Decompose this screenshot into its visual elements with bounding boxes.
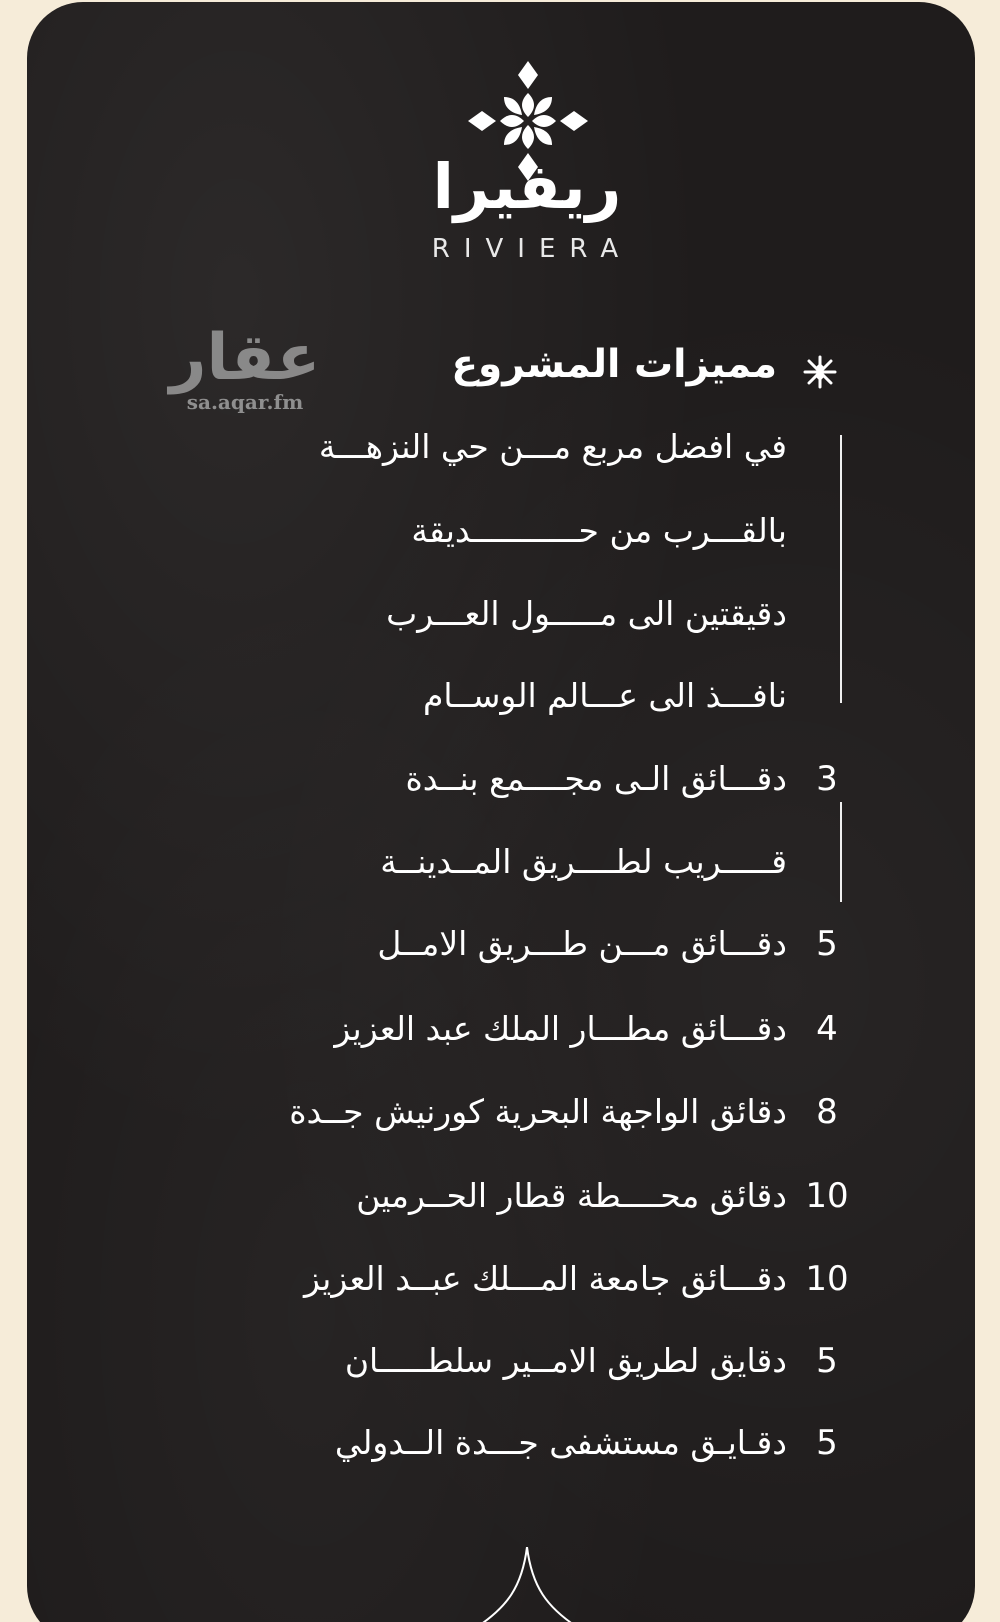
feature-item — [177, 838, 857, 888]
feature-text: في افضل مربع مـــن حي النزهـــة — [318, 427, 787, 466]
watermark — [165, 322, 325, 414]
feature-item — [177, 423, 857, 473]
feature-item — [177, 590, 857, 640]
feature-text: دقائق الواجهة البحرية كورنيش جــدة — [289, 1092, 787, 1131]
poster-card — [27, 2, 975, 1622]
feature-minutes: 5 — [816, 1341, 838, 1381]
feature-text: دقائق محــــطة قطار الحــرمين — [356, 1176, 787, 1215]
divider-line — [840, 435, 842, 703]
feature-item — [177, 1172, 857, 1222]
feature-item — [177, 672, 857, 722]
feature-text: دقـــائق الـى مجــــمع بنــدة — [405, 759, 787, 798]
feature-minutes: 3 — [816, 759, 838, 799]
section-title: مميزات المشروع — [451, 342, 777, 387]
feature-text: دقـــائق مطـــار الملك عبد العزيز — [334, 1009, 787, 1048]
feature-text: قـــــريب لطــــريق المــدينــة — [380, 842, 787, 881]
feature-text: دقـايـق مستشفى جـــدة الــدولي — [334, 1423, 787, 1462]
feature-item — [177, 1337, 857, 1387]
watermark-url: sa.aqar.fm — [186, 390, 304, 414]
feature-item — [177, 1419, 857, 1469]
feature-text: نافـــذ الى عـــالم الوســام — [422, 676, 787, 715]
feature-item — [177, 920, 857, 970]
snowflake-icon — [802, 354, 838, 390]
feature-minutes: 5 — [816, 924, 838, 964]
brand-name-arabic: ريفيرا — [432, 150, 622, 223]
feature-item — [177, 1088, 857, 1138]
arch-ornament-icon — [467, 1547, 587, 1622]
feature-item — [177, 1255, 857, 1305]
brand-name-english: RIVIERA — [431, 234, 633, 264]
feature-text: دقايق لطريق الامــير سلطـــــان — [344, 1341, 787, 1380]
feature-text: دقـــائق جامعة المـــلك عبــد العزيز — [303, 1259, 787, 1298]
feature-minutes: 4 — [816, 1009, 838, 1049]
feature-item — [177, 755, 857, 805]
feature-item — [177, 507, 857, 557]
feature-minutes: 10 — [805, 1259, 849, 1299]
watermark-text: عقار — [169, 321, 321, 395]
feature-text: بالقـــرب من حـــــــــــديقة — [411, 511, 787, 550]
feature-minutes: 10 — [805, 1176, 849, 1216]
feature-text: دقـــائق مـــن طـــريق الامــل — [377, 924, 787, 963]
feature-minutes: 8 — [816, 1092, 838, 1132]
feature-text: دقيقتين الى مـــــول العـــرب — [386, 594, 787, 633]
feature-item — [177, 1005, 857, 1055]
feature-minutes: 5 — [816, 1423, 838, 1463]
